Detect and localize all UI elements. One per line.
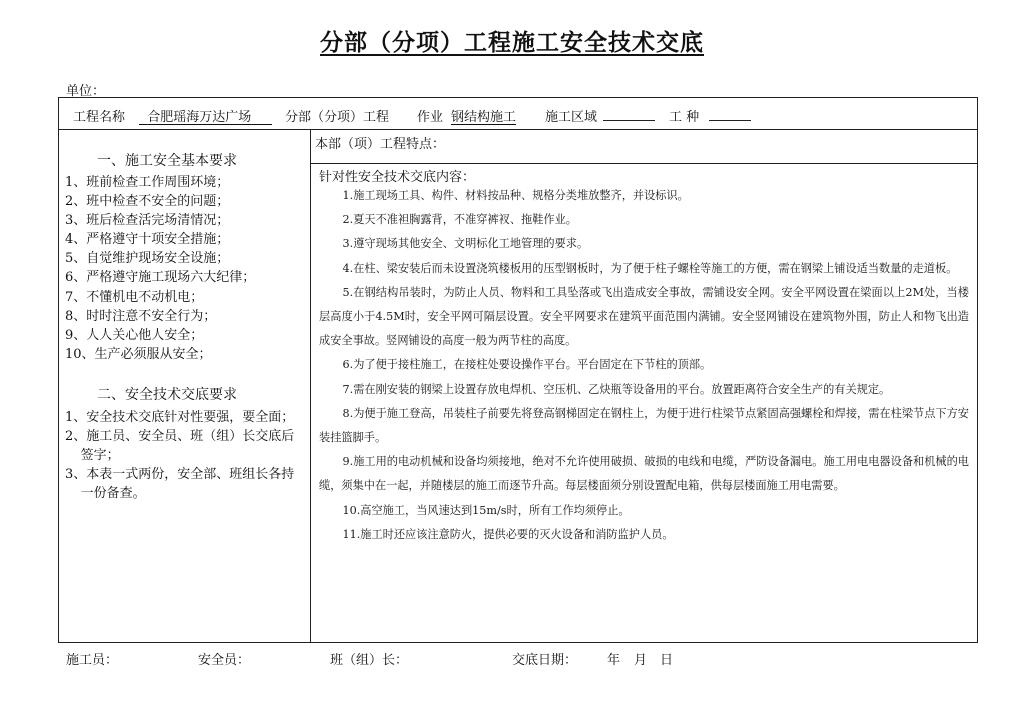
list-item: 2、施工员、安全员、班（组）长交底后签字； xyxy=(65,429,295,463)
project-features-label: 本部（项）工程特点： xyxy=(315,137,446,152)
constructor-signature-label: 施工员： xyxy=(66,653,119,668)
content-item: 10.高空施工，当风速达到15m/s时，所有工作均须停止。 xyxy=(342,503,630,517)
content-item: 2.夏天不准袒胸露背，不准穿裤衩、拖鞋作业。 xyxy=(342,213,577,227)
content-item: 6.为了便于接柱施工，在接柱处要设操作平台。平台固定在下节柱的顶部。 xyxy=(342,358,712,372)
document-title: 分部（分项）工程施工安全技术交底 xyxy=(320,29,704,56)
subproject-label: 分部（分项）工程 xyxy=(285,110,390,125)
disclosure-content-list xyxy=(319,184,969,547)
list-item: 3、本表一式两份，安全部、班组长各持一份备查。 xyxy=(65,467,295,501)
safety-officer-signature-label: 安全员： xyxy=(198,653,251,668)
tech-requirements-list xyxy=(65,408,305,503)
content-item: 1.施工现场工具、构件、材料按品种、规格分类堆放整齐，并设标识。 xyxy=(342,189,689,202)
list-item: 3、班后检查活完场清情况； xyxy=(65,213,230,229)
team-leader-signature-label: 班（组）长： xyxy=(330,653,409,668)
work-value: 钢结构施工 xyxy=(451,110,517,125)
disclosure-date-label: 交底日期： xyxy=(512,653,578,668)
basic-requirements-list xyxy=(65,173,255,364)
project-name-label: 工程名称 xyxy=(73,110,126,125)
project-name-value: 合肥瑶海万达广场 xyxy=(147,110,252,125)
basic-requirements-title: 一、施工安全基本要求 xyxy=(97,153,237,169)
list-item: 1、安全技术交底针对性要强，要全面； xyxy=(65,410,295,425)
content-item: 7.需在刚安装的钢梁上设置存放电焊机、空压机、乙炔瓶等设备用的平台。放置距离符合安全生产的有关规定。 xyxy=(342,382,891,396)
date-month-label: 月 xyxy=(634,653,648,668)
work-label: 作业 xyxy=(417,110,444,125)
requirements-column xyxy=(59,130,311,642)
disclosure-form xyxy=(58,97,978,643)
construction-area-label: 施工区域 xyxy=(545,110,598,125)
tech-requirements-title: 二、安全技术交底要求 xyxy=(97,387,237,403)
list-item: 9、人人关心他人安全； xyxy=(65,327,204,343)
list-item: 2、班中检查不安全的问题； xyxy=(65,194,230,210)
content-item: 11.施工时还应该注意防火，提供必要的灭火设备和消防监护人员。 xyxy=(342,527,674,541)
content-item: 8.为便于施工登高，吊装柱子前要先将登高钢梯固定在钢柱上，为便于进行柱梁节点紧固高强螺栓和焊接，需在柱梁节点下方安装挂篮脚手。 xyxy=(319,406,969,445)
list-item: 6、严格遵守施工现场六大纪律； xyxy=(65,270,256,286)
list-item: 1、班前检查工作周围环境； xyxy=(65,175,230,190)
trade-label: 工 种 xyxy=(669,110,700,125)
trade-field[interactable] xyxy=(709,106,751,121)
content-item: 9.施工用的电动机械和设备均须接地，绝对不允许使用破损、破损的电线和电缆，严防设备漏电。施工用电电器设备和机械的电缆，须集中在一起，并随楼层的施工而逐节升高。每层楼面须分别设置配电箱，供每层楼面施工用电需要。 xyxy=(319,455,969,493)
disclosure-content-label: 针对性安全技术交底内容： xyxy=(319,170,476,185)
list-item: 5、自觉维护现场安全设施； xyxy=(65,251,230,267)
content-item: 5.在钢结构吊装时，为防止人员、物料和工具坠落或飞出造成安全事故，需铺设安全网。安全平网设置在梁面以上2M处，当楼层高度小于4.5M时，安全平网可隔层设置。安全平网要求在建筑平面范围内满铺。安全竖网铺设在建筑物外围，防止人和物飞出造成安全事故。竖网铺设的高度一般为两节柱的高度。 xyxy=(319,285,969,348)
project-info-row xyxy=(59,98,977,130)
unit-label: 单位： xyxy=(66,84,106,99)
content-column xyxy=(311,130,977,642)
project-features-box[interactable] xyxy=(311,130,977,164)
list-item: 10、生产必须服从安全； xyxy=(65,346,212,362)
list-item: 8、时时注意不安全行为； xyxy=(65,308,217,324)
date-year-label: 年 xyxy=(607,653,621,668)
construction-area-field[interactable] xyxy=(603,106,655,121)
content-item: 4.在柱、梁安装后而未设置浇筑楼板用的压型钢板时，为了便于柱子螺栓等施工的方便，需在钢梁上铺设适当数量的走道板。 xyxy=(342,261,958,275)
list-item: 7、不懂机电不动机电； xyxy=(65,289,204,305)
content-item: 3.遵守现场其他安全、文明标化工地管理的要求。 xyxy=(342,237,589,251)
list-item: 4、严格遵守十项安全措施； xyxy=(65,232,230,248)
date-day-label: 日 xyxy=(660,653,674,668)
